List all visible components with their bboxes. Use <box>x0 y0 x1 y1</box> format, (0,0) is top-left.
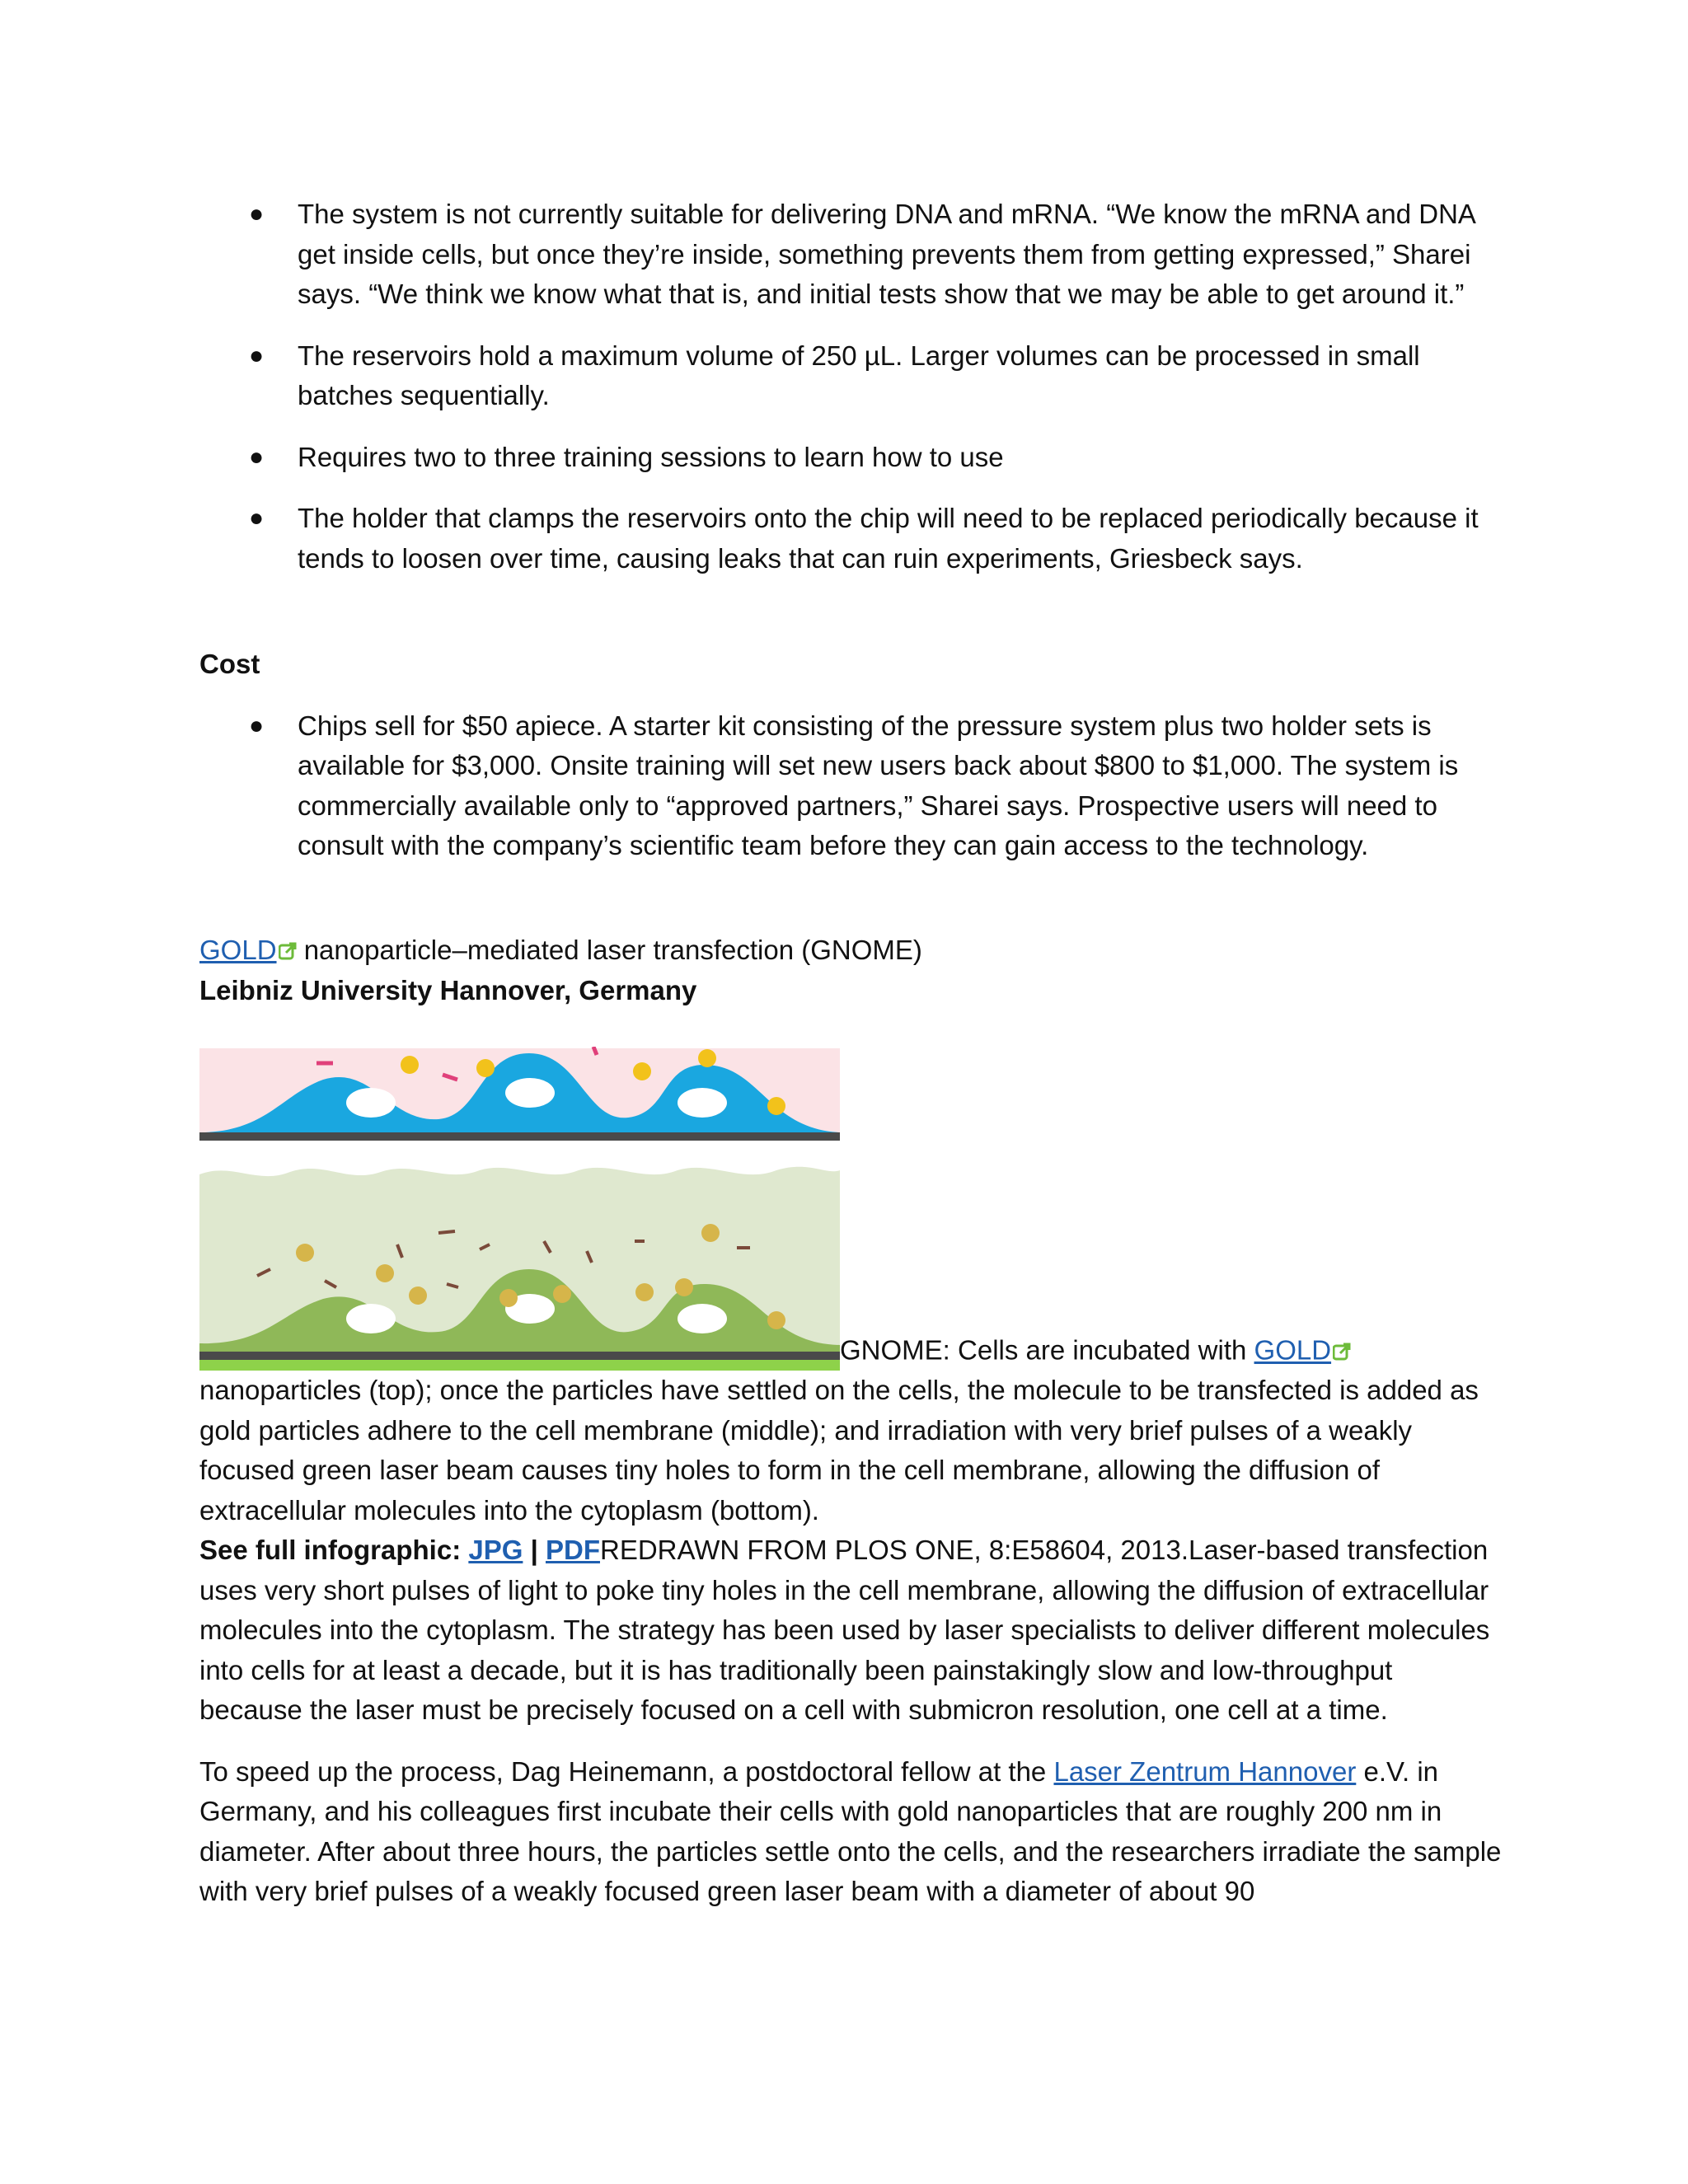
list-item: ● Chips sell for $50 apiece. A starter kit consisting of the pressure system plus two holder sets is available for $3,000. Onsite training will set new users back about $800 to $1,000. The system is commercially available only to “approved partners,” Sharei says. Prospective users will need to consult with the company’s scientific team before they can gain access to the technology. <box>199 706 1502 866</box>
bullet-icon: ● <box>249 443 265 471</box>
gold-link[interactable]: GOLD <box>199 935 277 965</box>
laser-zentrum-link[interactable]: Laser Zentrum Hannover <box>1053 1755 1357 1787</box>
section-title: GOLD nanoparticle–mediated laser transfection (GNOME) <box>199 935 922 965</box>
figure-caption-paragraph: GNOME: Cells are incubated with GOLD nanoparticles (top); once the particles have settled on the cells, the molecule to be transfected is added as gold particles adhere to the cell membrane (middle); and irradiation with very brief pulses of a weakly focused green laser beam causes tiny holes to form in the cell membrane, allowing the diffusion of extracellular molecules into the cytoplasm (bottom). <box>199 1047 1502 1530</box>
gold-link-caption[interactable]: GOLD <box>1254 1334 1332 1366</box>
bullet-icon: ● <box>249 200 265 227</box>
cost-list <box>199 706 1502 866</box>
infographic-links-paragraph: See full infographic: JPG | PDFREDRAWN FROM PLOS ONE, 8:E58604, 2013.Laser-based transfection uses very short pulses of light to poke tiny holes in the cell membrane, allowing the diffusion of extracellular molecules into the cytoplasm. The strategy has been used by laser specialists to deliver different molecules into cells for at least a decade, but it is has traditionally been painstakingly slow and low-throughput because the laser must be precisely focused on a cell with submicron resolution, one cell at a time. <box>199 1535 1490 1725</box>
cost-heading: Cost <box>199 649 260 679</box>
list-item: ● Requires two to three training sessions to learn how to use <box>199 438 1502 478</box>
cost-section <box>199 644 1502 888</box>
bullet-icon: ● <box>249 504 265 532</box>
jpg-link[interactable]: JPG <box>468 1535 523 1565</box>
body-paragraph: To speed up the process, Dag Heinemann, a postdoctoral fellow at the Laser Zentrum Hannover e.V. in Germany, and his colleagues first incubate their cells with gold nanoparticles that are roughly 200 nm in diameter. After about three hours, the particles settle onto the cells, and the researchers irradiate the sample with very brief pulses of a weakly focused green laser beam with a diameter of about 90 <box>199 1755 1502 1906</box>
limitations-section <box>199 194 1502 600</box>
list-item: ● The system is not currently suitable for delivering DNA and mRNA. “We know the mRNA and DNA get inside cells, but once they’re inside, something prevents them from getting expressed,” Sharei says. “We think we know what that is, and initial tests show that we may be able to get around it.” <box>199 194 1502 315</box>
figure-block <box>199 1047 1502 1912</box>
list-item: ● The holder that clamps the reservoirs onto the chip will need to be replaced periodically because it tends to loosen over time, causing leaks that can ruin experiments, Griesbeck says. <box>199 499 1502 579</box>
gnome-section-header <box>199 930 1502 1010</box>
limitations-list <box>199 194 1502 579</box>
external-link-icon <box>1333 1343 1351 1361</box>
institution: Leibniz University Hannover, Germany <box>199 974 697 1005</box>
list-item: ● The reservoirs hold a maximum volume of 250 µL. Larger volumes can be processed in small batches sequentially. <box>199 336 1502 416</box>
gnome-infographic <box>199 1047 840 1371</box>
bullet-icon: ● <box>249 711 265 739</box>
bullet-icon: ● <box>249 341 265 369</box>
pdf-link[interactable]: PDF <box>545 1535 600 1565</box>
external-link-icon <box>279 942 297 960</box>
